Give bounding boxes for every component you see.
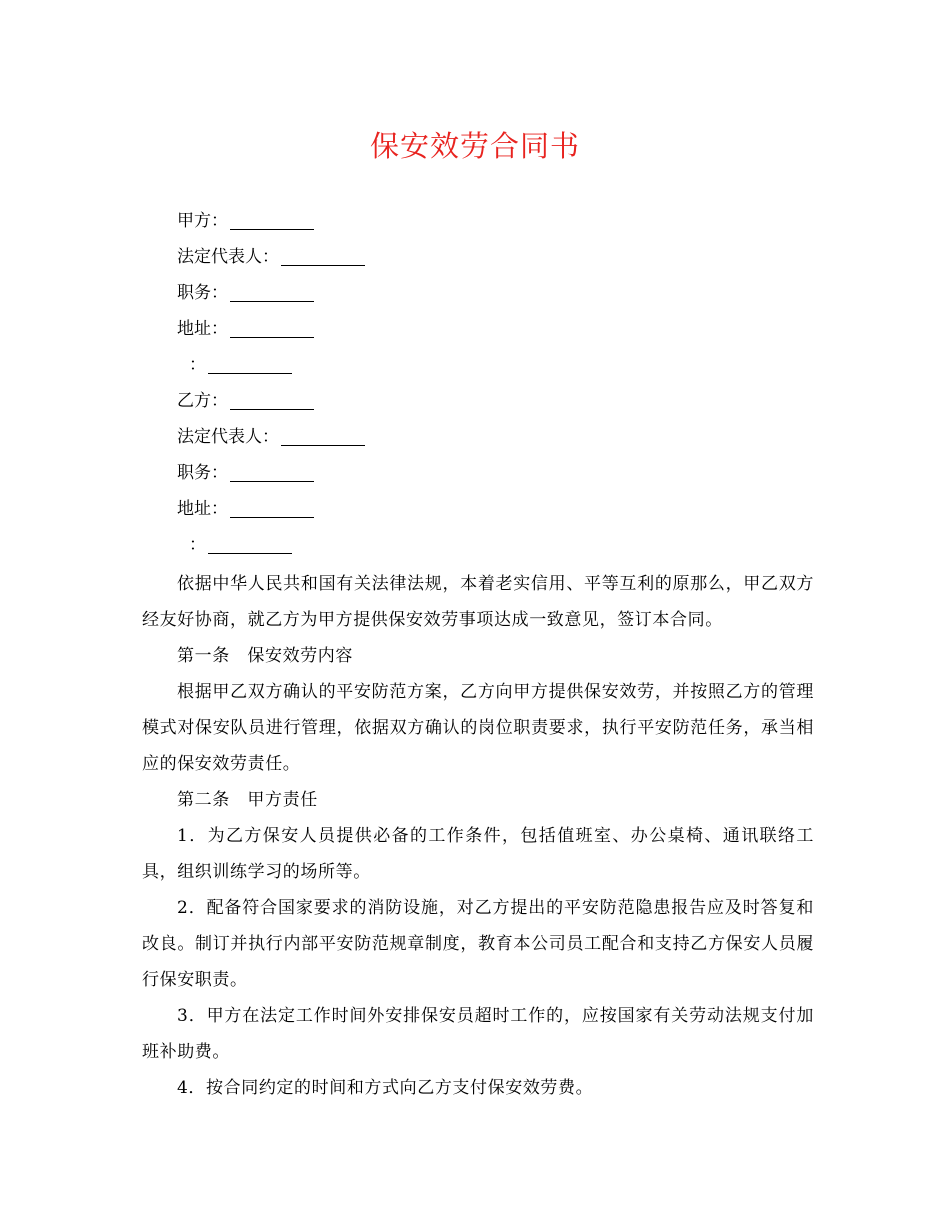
party-a-position-label: 职务： [177, 283, 228, 303]
party-b-extra-field [177, 527, 365, 563]
party-b-position-blank [230, 459, 314, 482]
party-b-position-field [177, 455, 365, 491]
party-b-field [177, 383, 365, 419]
party-b-extra-blank [208, 531, 292, 554]
article-2-item-2: 2．配备符合国家要求的消防设施，对乙方提出的平安防范隐患报告应及时答复和改良。制订并执行内部平安防范规章制度，教育本公司员工配合和支持乙方保安人员履行保安职责。 [142, 898, 814, 990]
party-b-legal-rep-field [177, 419, 365, 455]
article-2-item-4: 4．按合同约定的时间和方式向乙方支付保安效劳费。 [177, 1078, 594, 1098]
preamble-paragraph: 依据中华人民共和国有关法律法规，本着老实信用、平等互利的原那么，甲乙双方经友好协商，就乙方为甲方提供保安效劳事项达成一致意见，签订本合同。 [142, 574, 814, 630]
party-a-position-blank [230, 279, 314, 302]
party-fields [177, 203, 365, 563]
party-a-legal-rep-field [177, 239, 365, 275]
party-a-address-blank [230, 315, 314, 338]
article-1-heading: 第一条 保安效劳内容 [177, 646, 353, 666]
party-a-position-field [177, 275, 365, 311]
party-a-extra-blank [208, 351, 292, 374]
article-2-item-3: 3．甲方在法定工作时间外安排保安员超时工作的，应按国家有关劳动法规支付加班补助费。 [142, 1006, 814, 1062]
party-b-address-field [177, 491, 365, 527]
party-a-legal-rep-label: 法定代表人： [177, 247, 279, 267]
party-b-label: 乙方： [177, 391, 228, 411]
party-b-legal-rep-label: 法定代表人： [177, 427, 279, 447]
party-a-extra-field [177, 347, 365, 383]
party-b-extra-label: ： [189, 535, 206, 555]
article-2-item-1: 1．为乙方保安人员提供必备的工作条件，包括值班室、办公桌椅、通讯联络工具，组织训练学习的场所等。 [142, 826, 814, 882]
party-a-blank [230, 207, 314, 230]
party-b-address-blank [230, 495, 314, 518]
article-2-heading: 第二条 甲方责任 [177, 790, 318, 810]
party-b-address-label: 地址： [177, 499, 228, 519]
party-a-legal-rep-blank [281, 243, 365, 266]
party-a-address-field [177, 311, 365, 347]
party-b-legal-rep-blank [281, 423, 365, 446]
article-1-paragraph: 根据甲乙双方确认的平安防范方案，乙方向甲方提供保安效劳，并按照乙方的管理模式对保安队员进行管理，依据双方确认的岗位职责要求，执行平安防范任务，承当相应的保安效劳责任。 [142, 682, 814, 774]
document-title: 保安效劳合同书 [369, 129, 580, 163]
contract-body [142, 566, 814, 1106]
party-a-label: 甲方： [177, 211, 228, 231]
party-a-field [177, 203, 365, 239]
party-b-position-label: 职务： [177, 463, 228, 483]
party-a-extra-label: ： [189, 355, 206, 375]
party-b-blank [230, 387, 314, 410]
party-a-address-label: 地址： [177, 319, 228, 339]
